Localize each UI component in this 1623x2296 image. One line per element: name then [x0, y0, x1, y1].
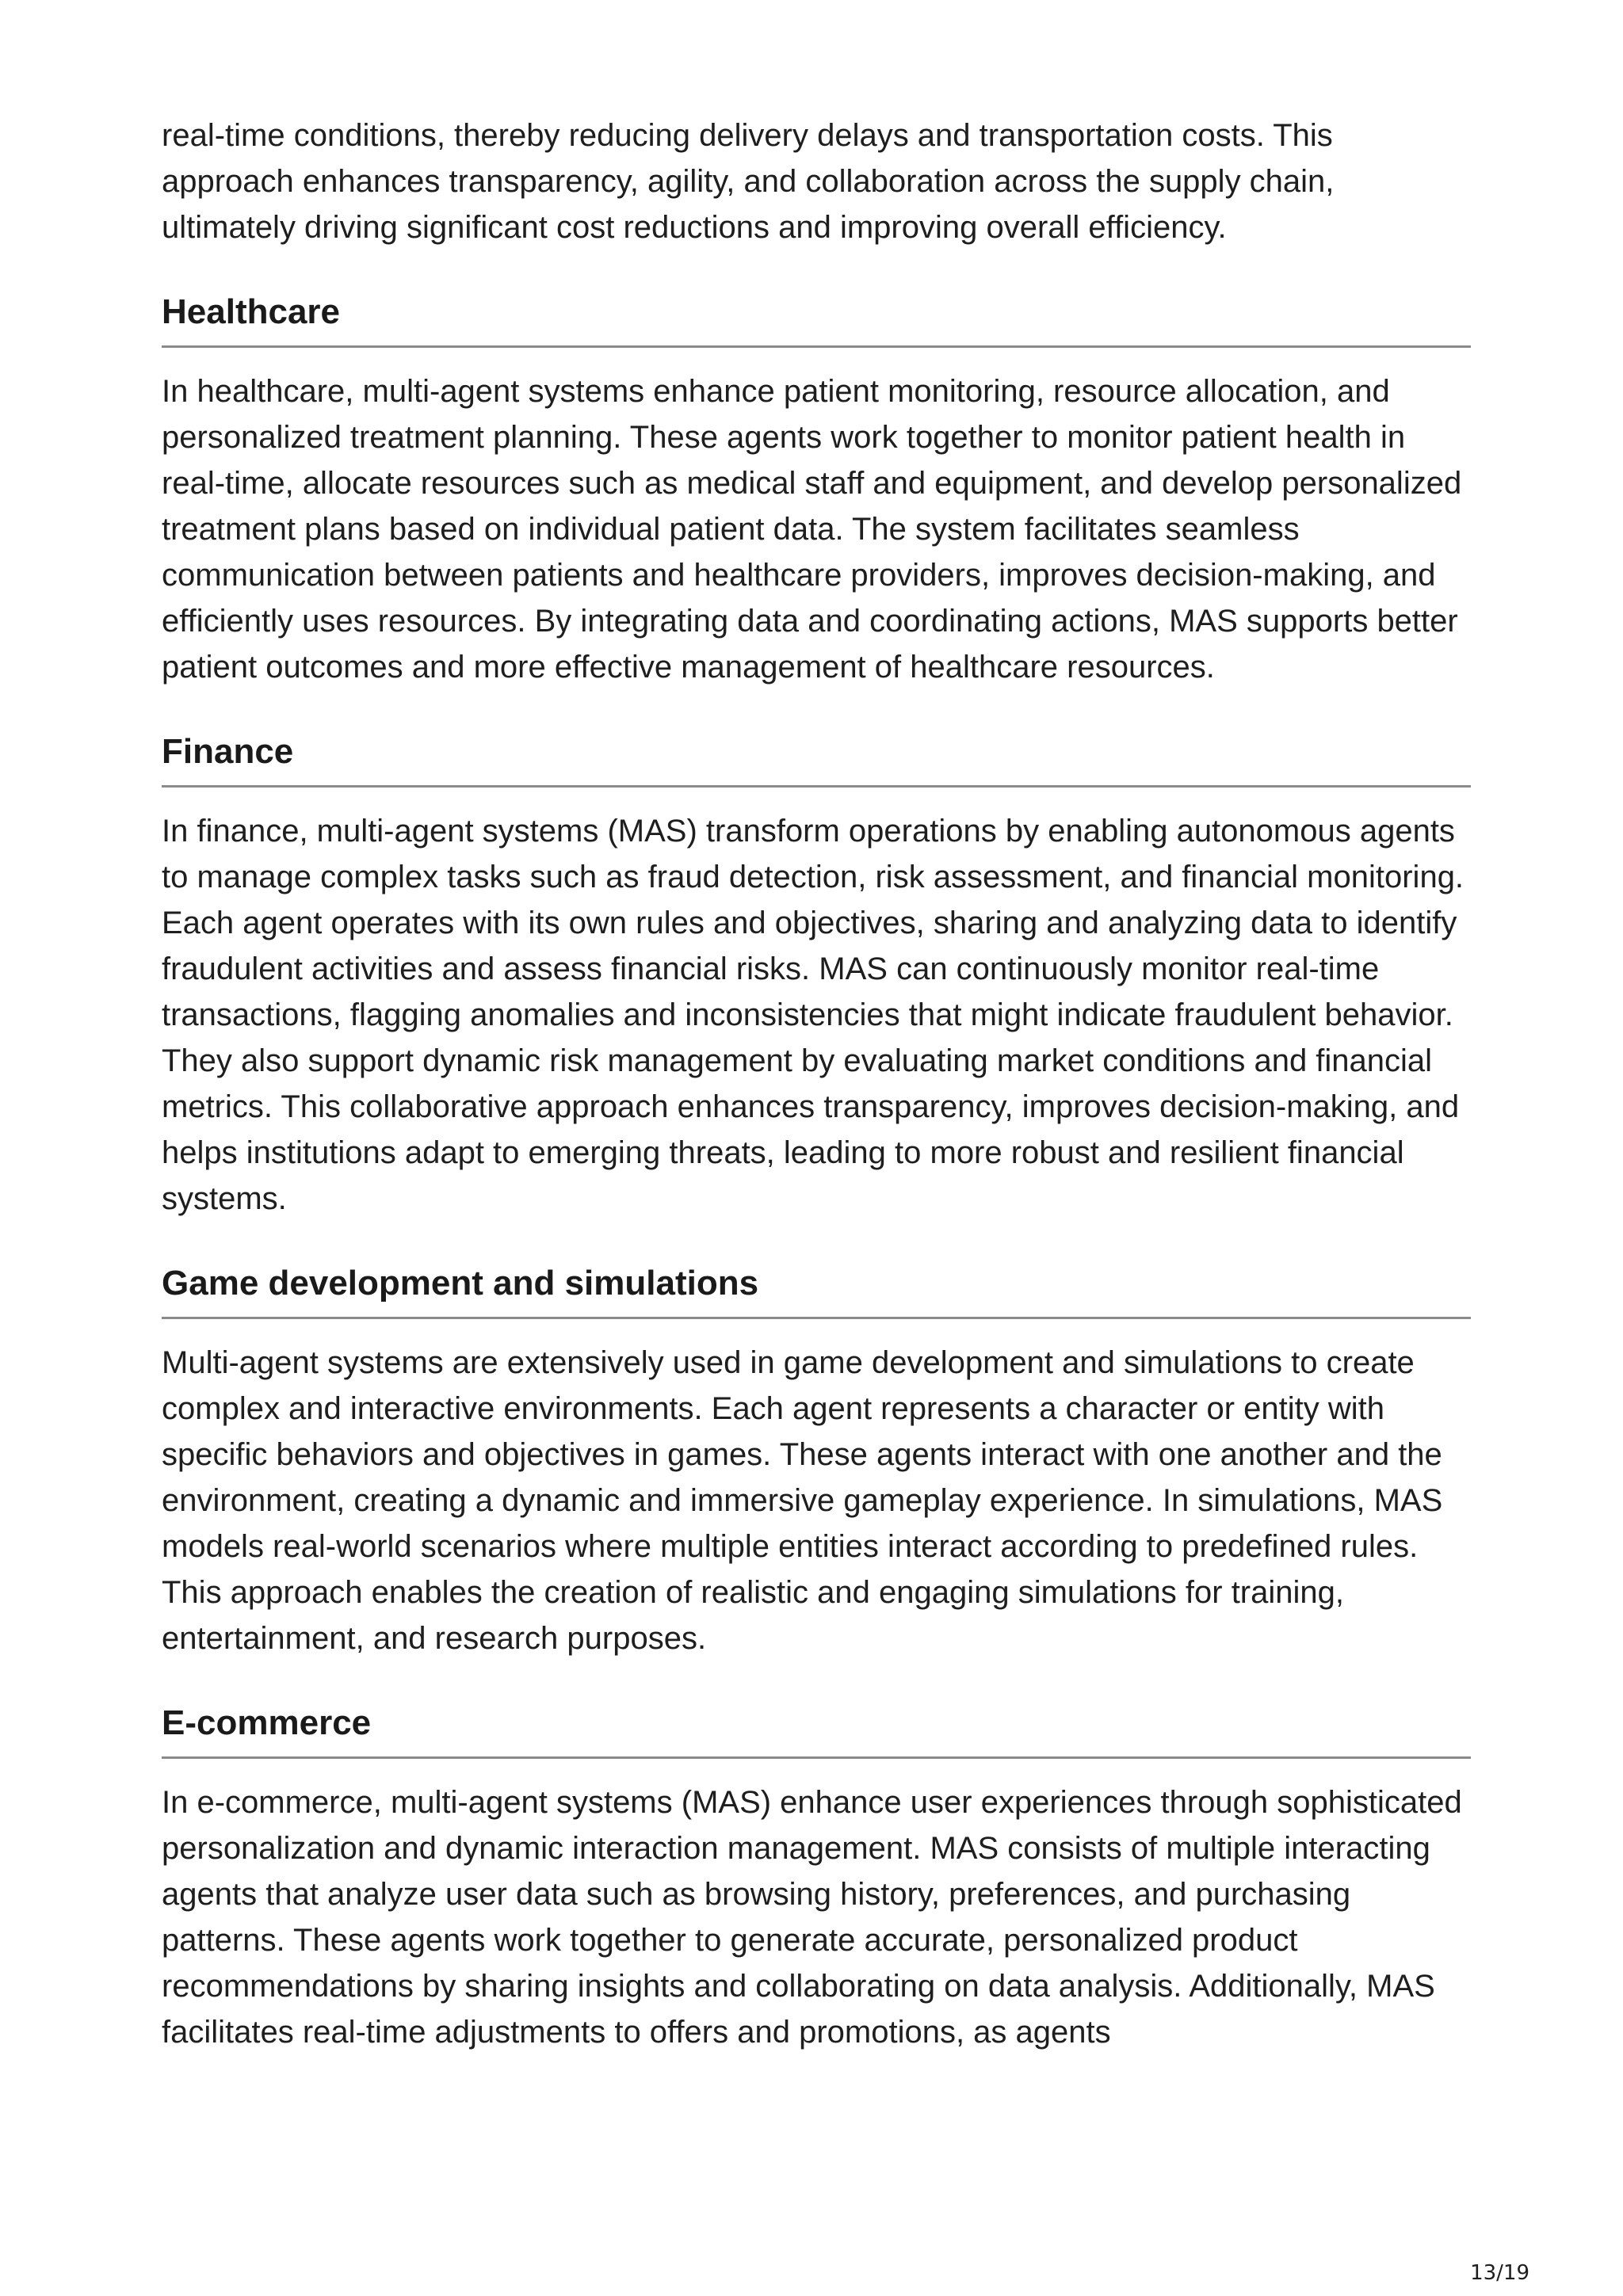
section-game-development [162, 1261, 1471, 1661]
section-paragraph: In healthcare, multi-agent systems enhance patient monitoring, resource allocation, and personalized treatment planning. These agents work together to monitor patient health in real-time, allocate resources such as medical staff and equipment, and develop personalized treatment plans based on individual patient data. The system facilitates seamless communication between patients and healthcare providers, improves decision-making, and efficiently uses resources. By integrating data and coordinating actions, MAS supports better patient outcomes and more effective management of healthcare resources. [162, 374, 1462, 685]
section-finance [162, 730, 1471, 1222]
section-paragraph: Multi-agent systems are extensively used in game development and simulations to create complex and interactive environments. Each agent represents a character or entity with specific behaviors and objectives in games. These agents interact with one another and the environment, creating a dynamic and immersive gameplay experience. In simulations, MAS models real-world scenarios where multiple entities interact according to predefined rules. This approach enables the creation of realistic and engaging simulations for training, entertainment, and research purposes. [162, 1345, 1443, 1656]
intro-paragraph: real-time conditions, thereby reducing delivery delays and transportation costs. This approach enhances transparency, agility, and collaboration across the supply chain, ultimately driving significant cost reductions and improving overall efficiency. [162, 118, 1335, 245]
section-heading: Healthcare [162, 290, 1471, 348]
section-heading: Game development and simulations [162, 1261, 1471, 1319]
section-heading: E-commerce [162, 1701, 1471, 1759]
section-heading: Finance [162, 730, 1471, 788]
section-healthcare [162, 290, 1471, 690]
page-number: 13/19 [1470, 2261, 1529, 2285]
page-content [162, 113, 1471, 2055]
section-paragraph: In e-commerce, multi-agent systems (MAS) enhance user experiences through sophisticated personalization and dynamic interaction management. MAS consists of multiple interacting agents that analyze user data such as browsing history, preferences, and purchasing patterns. These agents work together to generate accurate, personalized product recommendations by sharing insights and collaborating on data analysis. Additionally, MAS facilitates real-time adjustments to offers and promotions, as agents [162, 1785, 1462, 2050]
section-paragraph: In finance, multi-agent systems (MAS) transform operations by enabling autonomous agents to manage complex tasks such as fraud detection, risk assessment, and financial monitoring. Each agent operates with its own rules and objectives, sharing and analyzing data to identify fraudulent activities and assess financial risks. MAS can continuously monitor real-time transactions, flagging anomalies and inconsistencies that might indicate fraudulent behavior. They also support dynamic risk management by evaluating market conditions and financial metrics. This collaborative approach enhances transparency, improves decision-making, and helps institutions adapt to emerging threats, leading to more robust and resilient financial systems. [162, 814, 1465, 1216]
section-ecommerce [162, 1701, 1471, 2055]
